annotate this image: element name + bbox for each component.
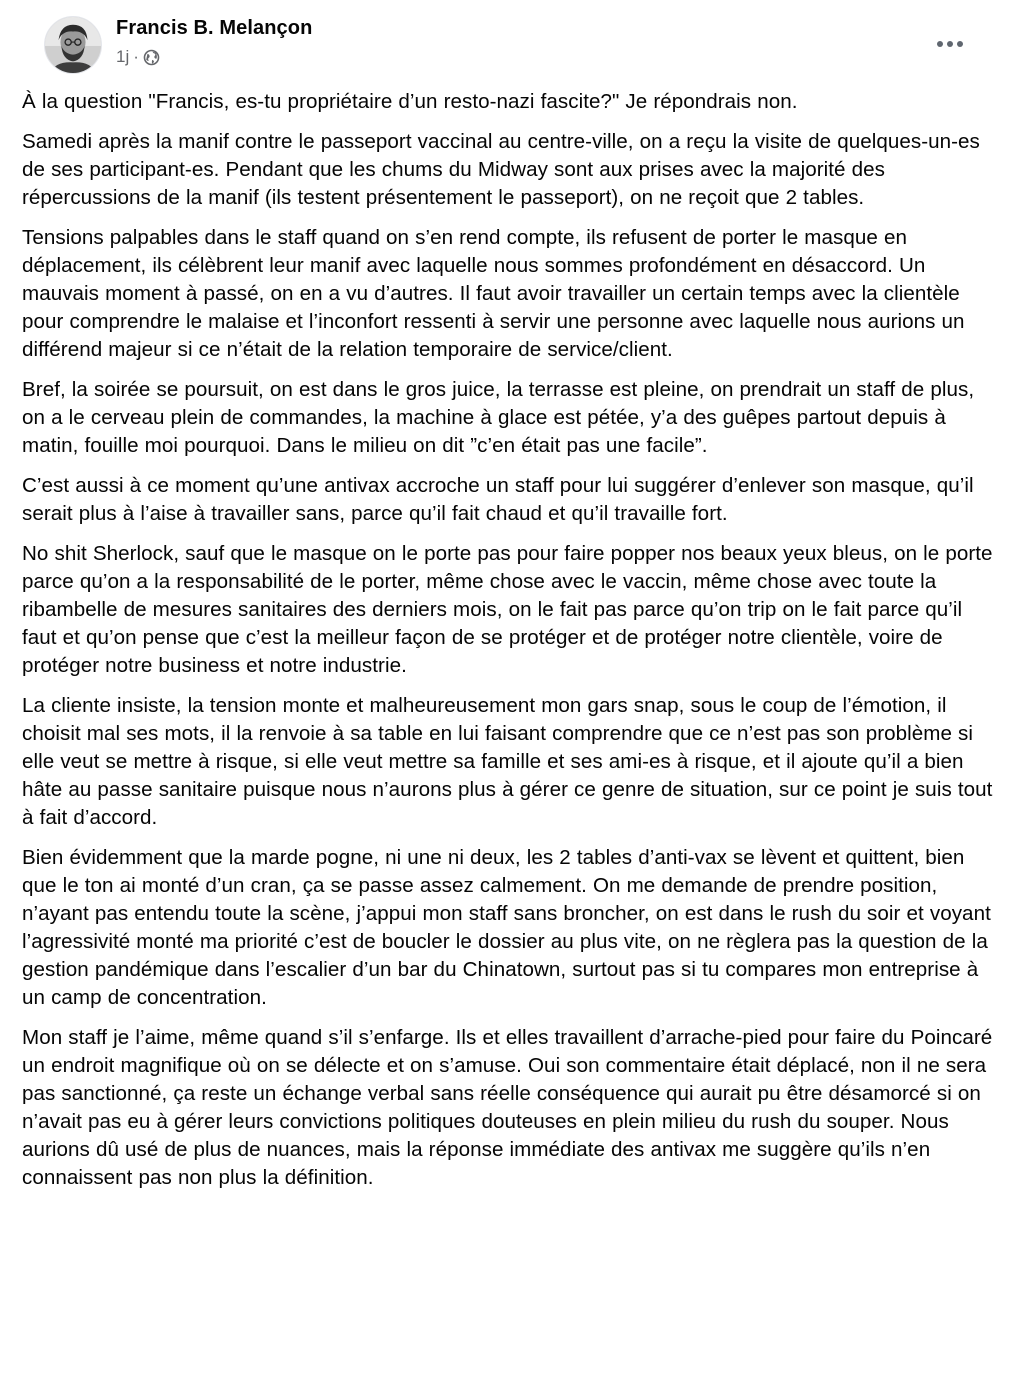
post-paragraph: C’est aussi à ce moment qu’une antivax accroche un staff pour lui suggérer d’enlever son masque, qu’il serait plus à l’aise à travailler sans, parce qu’il fait chaud et qu’il travaille fort. <box>22 474 974 525</box>
avatar-photo <box>45 17 101 73</box>
post-paragraph: Samedi après la manif contre le passeport vaccinal au centre-ville, on a reçu la visite de quelques-un-es de ses participant-es. Pendant que les chums du Midway sont aux prises avec la majorité des répercussions de la manif (ils testent présentement le passeport), on ne reçoit que 2 tables. <box>22 130 980 209</box>
post-time[interactable]: 1j <box>116 47 130 66</box>
post-paragraph: À la question "Francis, es-tu propriétaire d’un resto-nazi fascite?" Je répondrais non. <box>22 90 798 113</box>
post-paragraph: Bien évidemment que la marde pogne, ni une ni deux, les 2 tables d’anti-vax se lèvent et quittent, bien que le ton ai monté d’un cran, ça se passe assez calmement. On me demande de prendre position, n’ayant pas entendu toute la scène, j’appui mon staff sans broncher, on est dans le rush du soir et voyant l’agressivité monté ma priorité c’est de boucler le dossier au plus vite, on ne règlera pas la question de la gestion pandémique dans l’escalier d’un bar du Chinatown, surtout pas si tu compares mon entreprise à un camp de concentration. <box>22 846 991 1009</box>
author-name[interactable]: Francis B. Melançon <box>116 17 313 39</box>
meta-separator: · <box>133 47 139 66</box>
post-paragraph: Tensions palpables dans le staff quand on s’en rend compte, ils refusent de porter le masque en déplacement, ils célèbrent leur manif avec laquelle nous sommes profondément en désaccord. Un mauvais moment à passé, on en a vu d’autres. Il faut avoir travailler un certain temps avec la clientèle pour comprendre le malaise et l’inconfort ressenti à servir une personne avec laquelle nous aurions un différend majeur si ce n’était de la relation temporaire de service/client. <box>22 226 965 361</box>
post-paragraph: No shit Sherlock, sauf que le masque on le porte pas pour faire popper nos beaux yeux bleus, on le porte parce qu’on a la responsabilité de le porter, même chose avec le vaccin, même chose avec toute la ribambelle de mesures sanitaires des derniers mois, on le fait pas parce qu’on trip on le fait parce qu’il faut et qu’on pense que c’est la meilleur façon de se protéger et de protéger notre clientèle, voire de protéger notre business et notre industrie. <box>22 542 993 677</box>
more-horizontal-icon <box>947 41 953 47</box>
post-body <box>22 88 994 1204</box>
avatar[interactable] <box>44 16 102 74</box>
post-paragraph: Bref, la soirée se poursuit, on est dans le gros juice, la terrasse est pleine, on prendrait un staff de plus, on a le cerveau plein de commandes, la machine à glace est pétée, y’a des guêpes partout depuis à matin, fouille moi pourquoi. Dans le milieu on dit ”c’en était pas une facile”. <box>22 378 975 457</box>
more-horizontal-icon <box>957 41 963 47</box>
more-options-button[interactable] <box>928 22 972 66</box>
post-meta <box>116 47 160 67</box>
post-paragraph: Mon staff je l’aime, même quand s’il s’enfarge. Ils et elles travaillent d’arrache-pied pour faire du Poincaré un endroit magnifique où on se délecte et on s’amuse. Oui son commentaire était déplacé, non il ne sera pas sanctionné, ça reste un échange verbal sans réelle conséquence qui aurait pu être désamorcé si on n’avait pas eu à gérer leurs convictions politiques douteuses en plein milieu du rush du souper. Nous aurions dû usé de plus de nuances, mais la réponse immédiate des antivax me suggère qu’ils n’en connaissent pas non plus la définition. <box>22 1026 993 1189</box>
more-horizontal-icon <box>937 41 943 47</box>
globe-icon[interactable] <box>143 49 160 66</box>
post-header <box>22 0 994 88</box>
post-paragraph: La cliente insiste, la tension monte et malheureusement mon gars snap, sous le coup de l’émotion, il choisit mal ses mots, il la renvoie à sa table en lui faisant comprendre que ce n’est pas son problème si elle veut se mettre à risque, si elle veut mettre sa famille et ses ami-es à risque, et il ajoute qu’il a bien hâte au passe sanitaire puisque nous n’aurons plus à gérer ce genre de situation, sur ce point je suis tout à fait d’accord. <box>22 694 993 829</box>
